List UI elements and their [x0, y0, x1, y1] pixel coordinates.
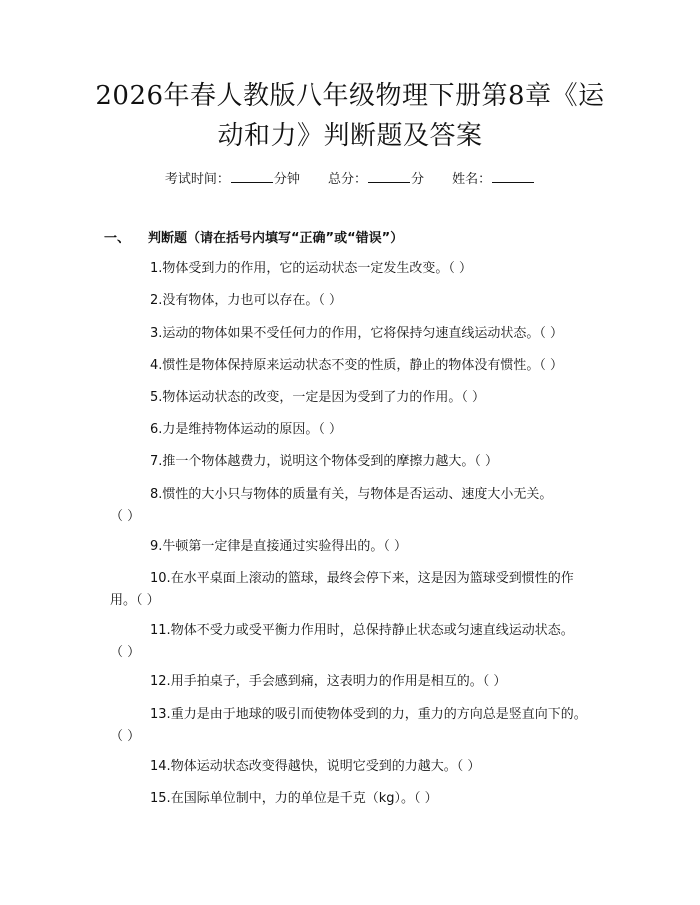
- question-item: [110, 568, 600, 612]
- question-text: 物体不受力或受平衡力作用时，总保持静止状态或匀速直线运动状态。: [170, 623, 574, 638]
- question-item: [110, 355, 600, 377]
- question-text: 推一个物体越费力，说明这个物体受到的摩擦力越大。（ ）: [162, 454, 499, 469]
- question-number: 12.: [150, 674, 171, 689]
- question-text: 惯性是物体保持原来运动状态不变的性质，静止的物体没有惯性。（ ）: [162, 358, 564, 373]
- question-item: [110, 419, 600, 441]
- question-tail: （ ）: [110, 645, 141, 660]
- question-item: [110, 290, 600, 312]
- question-text: 在水平桌面上滚动的篮球，最终会停下来，这是因为篮球受到惯性的作: [170, 571, 574, 586]
- name-label: 姓名：: [452, 172, 492, 187]
- score-field: [328, 172, 428, 187]
- question-item: [110, 620, 600, 664]
- question-text: 在国际单位制中，力的单位是千克（kg）。（ ）: [170, 791, 438, 806]
- question-item: [110, 788, 600, 810]
- question-number: 10.: [150, 571, 171, 586]
- question-item: [110, 756, 600, 778]
- section-heading: [104, 230, 403, 248]
- question-item: [110, 323, 600, 345]
- question-number: 7.: [150, 454, 163, 469]
- question-number: 1.: [150, 261, 163, 276]
- question-number: 9.: [150, 539, 163, 554]
- question-number: 14.: [150, 759, 171, 774]
- section-title: 判断题（请在括号内填写“正确”或“错误”）: [148, 231, 404, 246]
- question-number: 4.: [150, 358, 163, 373]
- time-blank: [231, 170, 273, 183]
- exam-title: [90, 76, 610, 156]
- question-number: 15.: [150, 791, 171, 806]
- exam-meta: [0, 170, 700, 189]
- question-text: 力是维持物体运动的原因。（ ）: [162, 422, 343, 437]
- question-tail: （ ）: [110, 509, 141, 524]
- question-text: 用手拍桌子，手会感到痛，这表明力的作用是相互的。（ ）: [170, 674, 507, 689]
- score-blank: [368, 170, 410, 183]
- question-item: [110, 258, 600, 280]
- question-number: 3.: [150, 326, 163, 341]
- question-text: 牛顿第一定律是直接通过实验得出的。（ ）: [162, 539, 408, 554]
- question-item: [110, 704, 600, 748]
- question-item: [110, 387, 600, 409]
- question-item: [110, 671, 600, 693]
- question-number: 11.: [150, 623, 171, 638]
- question-number: 5.: [150, 390, 163, 405]
- score-label: 总分：: [327, 172, 367, 187]
- question-text: 物体受到力的作用，它的运动状态一定发生改变。（ ）: [162, 261, 473, 276]
- question-number: 8.: [150, 487, 163, 502]
- time-field: [165, 172, 304, 187]
- question-text: 物体运动状态的改变，一定是因为受到了力的作用。（ ）: [162, 390, 486, 405]
- name-field: [452, 172, 535, 187]
- time-unit: 分钟: [273, 172, 300, 187]
- question-text: 物体运动状态改变得越快，说明它受到的力越大。（ ）: [170, 759, 481, 774]
- question-number: 6.: [150, 422, 163, 437]
- question-text: 运动的物体如果不受任何力的作用，它将保持匀速直线运动状态。（ ）: [162, 326, 564, 341]
- question-tail: 用。（ ）: [110, 593, 160, 608]
- question-number: 13.: [150, 707, 171, 722]
- question-tail: （ ）: [110, 729, 141, 744]
- question-number: 2.: [150, 293, 163, 308]
- section-number: 一、: [104, 231, 131, 246]
- question-text: 重力是由于地球的吸引而使物体受到的力，重力的方向总是竖直向下的。: [170, 707, 587, 722]
- score-unit: 分: [411, 172, 425, 187]
- question-item: [110, 484, 600, 528]
- name-blank: [492, 170, 534, 183]
- question-text: 没有物体，力也可以存在。（ ）: [162, 293, 343, 308]
- question-item: [110, 451, 600, 473]
- title-line-2: 动和力》判断题及答案: [217, 121, 483, 151]
- question-text: 惯性的大小只与物体的质量有关，与物体是否运动、速度大小无关。: [162, 487, 553, 502]
- title-line-1: 2026年春人教版八年级物理下册第8章《运: [95, 81, 605, 111]
- time-label: 考试时间：: [164, 172, 230, 187]
- question-item: [110, 536, 600, 558]
